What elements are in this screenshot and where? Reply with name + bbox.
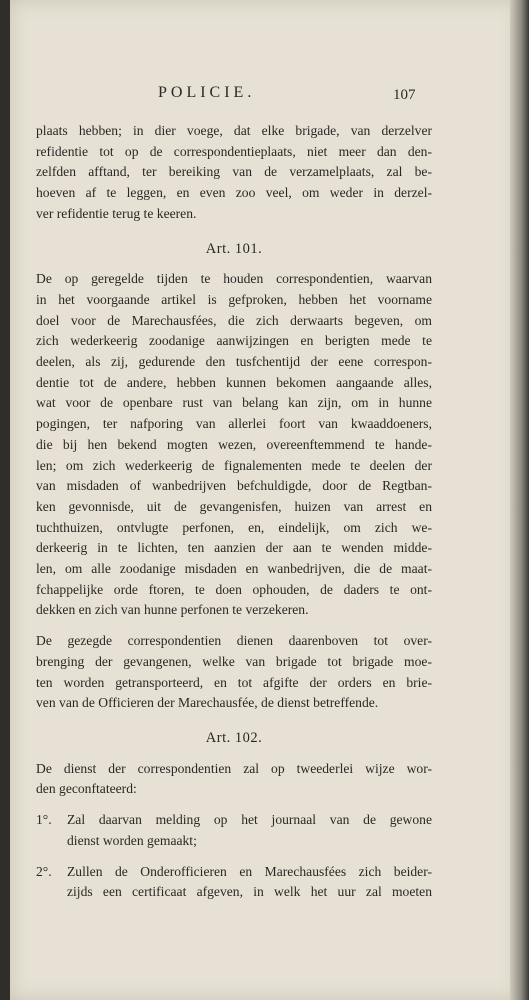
text-line: De dienst der correspondentien zal op tweederlei wijze wor- (36, 760, 432, 776)
book-page (10, 0, 518, 1000)
page-edge-shadow (510, 0, 529, 1000)
list-item-number: 1°. (36, 812, 52, 828)
page-number: 107 (393, 87, 416, 103)
article-101-paragraph-1 (36, 269, 432, 621)
text-line: refidentie tot op de correspondentieplaats, niet meer dan den- (36, 143, 432, 159)
page-body (36, 121, 432, 903)
text-line: De op geregelde tijden te houden correspondentien, waarvan (36, 271, 432, 287)
text-line: len, om alle zoodanige misdaden en wanbedrijven, die de maat- (36, 561, 432, 577)
text-line: zelfden afftand, ter bereiking van de verzamelplaats, zal be- (36, 164, 432, 180)
text-line: plaats hebben; in dier voege, dat elke brigade, van derzelver (36, 123, 432, 138)
text-line: Zullen de Onderofficieren en Marechausfées zich beider- (67, 863, 432, 879)
paragraph-intro (36, 121, 432, 225)
text-line: Zal daarvan melding op het journaal van de gewone (67, 812, 432, 828)
text-line: fchappelijke orde ftoren, te doen ophouden, de daders te ont- (36, 581, 432, 597)
text-line: ver refidentie terug te keeren. (36, 205, 197, 221)
text-line: ken gevonnisde, uit de gevangenisfen, huizen van arrest en (36, 498, 432, 514)
text-line: deelen, als zij, gedurende den tusfchentijd der eene correspon- (36, 354, 432, 370)
paragraph-spacer (36, 852, 432, 862)
text-line: den geconftateerd: (36, 781, 137, 797)
text-line: ven van de Officieren der Marechausfée, de dienst betreffende. (36, 695, 379, 711)
text-line: ten worden getransporteerd, en tot afgifte der orders en brie- (36, 674, 432, 690)
article-heading-101: Art. 101. (205, 240, 263, 257)
text-line: die bij hen bekend mogten wezen, overeenftemmend te hande- (36, 436, 432, 452)
text-line: dekken en zich van hunne perfonen te verzekeren. (36, 602, 309, 618)
paragraph-spacer (36, 800, 432, 810)
list-item (36, 810, 432, 851)
article-101-paragraph-2 (36, 631, 432, 714)
text-line: len; om zich wederkeerig de fignalementen mede te deelen der (36, 457, 432, 473)
text-line: dienst worden gemaakt; (67, 832, 197, 848)
text-line: hoeven af te leggen, en even zoo veel, om weder in derzel- (36, 185, 432, 201)
text-line: De gezegde correspondentien dienen daarenboven tot over- (36, 633, 432, 649)
text-line: wat voor de openbare rust van belang kan zijn, om in hunne (36, 395, 432, 411)
page-header (10, 84, 518, 108)
text-line: zich wederkeerig zoodanige aanwijzingen en berigten mede te (36, 333, 432, 349)
paragraph-spacer (36, 621, 432, 631)
list-item (36, 862, 432, 903)
text-line: pogingen, ter nafporing van allerlei foort van kwaaddoeners, (36, 416, 432, 432)
text-line: in het voorgaande artikel is gefproken, hebben het voorname (36, 291, 432, 307)
running-title: POLICIE. (158, 84, 256, 101)
text-line: doel voor de Marechausfées, die zich derwaarts begeven, om (36, 312, 432, 328)
text-line: tuchthuizen, ontvlugte perfonen, en, eindelijk, om zich we- (36, 519, 432, 535)
text-line: brenging der gevangenen, welke van brigade tot brigade moe- (36, 653, 432, 669)
text-line: derkeerig in te lichten, ten aanzien der aan te wenden midde- (36, 540, 432, 556)
article-102-intro (36, 759, 432, 800)
text-line: dentie tot de andere, hebben kunnen bekomen aangaande alles, (36, 374, 432, 390)
list-item-number: 2°. (36, 863, 52, 879)
text-line: zijds een certificaat afgeven, in welk het uur zal moeten (67, 884, 432, 900)
article-heading-102: Art. 102. (205, 729, 263, 746)
text-line: van misdaden of wanbedrijven befchuldigde, door de Regtban- (36, 478, 432, 494)
